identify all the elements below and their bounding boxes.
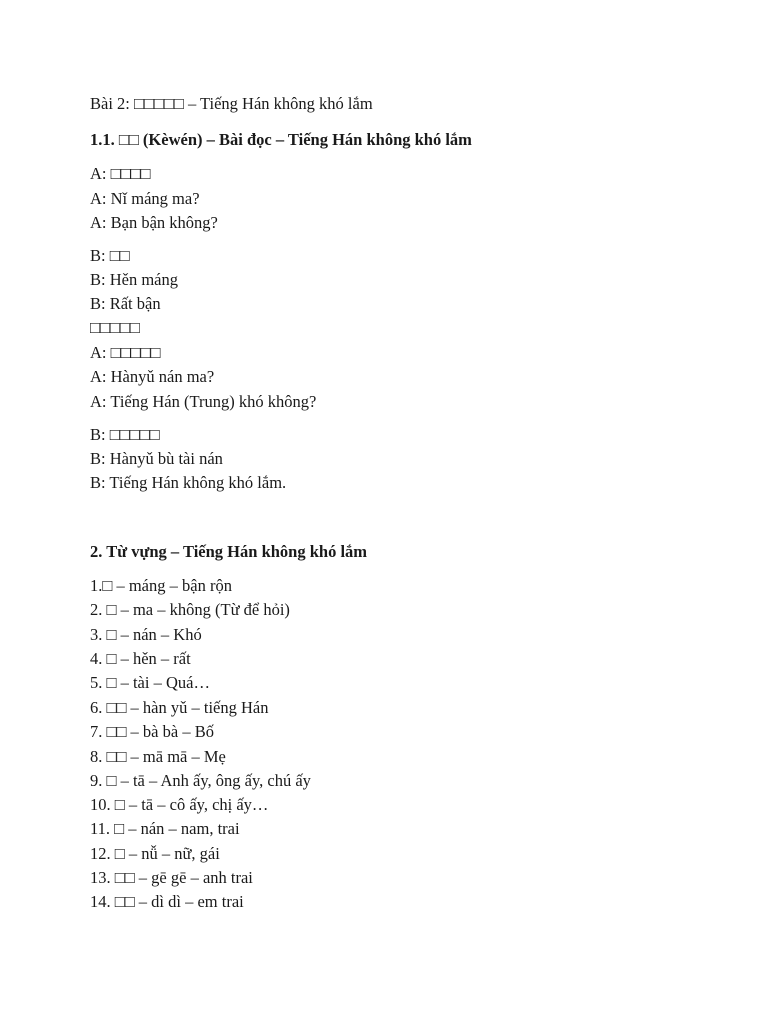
vocab-item: 5. □ – tài – Quá… [90, 673, 210, 692]
dialogue-line: A: □□□□□ [90, 343, 161, 362]
dialogue-line: A: Hànyǔ nán ma? [90, 367, 215, 386]
dialogue-line: B: □□ [90, 246, 130, 265]
section-2-heading: 2. Từ vựng – Tiếng Hán không khó lắm [90, 542, 368, 561]
vocab-item: 2. □ – ma – không (Từ để hỏi) [90, 600, 290, 619]
vocab-item: 8. □□ – mā mā – Mẹ [90, 747, 226, 766]
dialogue-line: A: Nǐ máng ma? [90, 189, 200, 208]
dialogue-line: A: Bạn bận không? [90, 213, 218, 232]
vocab-item: 6. □□ – hàn yǔ – tiếng Hán [90, 698, 269, 717]
dialogue-line: A: Tiếng Hán (Trung) khó không? [90, 392, 317, 411]
dialogue-line: □□□□□ [90, 318, 140, 337]
vocab-item: 14. □□ – dì dì – em trai [90, 892, 244, 911]
vocab-item: 11. □ – nán – nam, trai [90, 819, 240, 838]
vocab-item: 3. □ – nán – Khó [90, 625, 202, 644]
vocab-item: 4. □ – hěn – rất [90, 649, 191, 668]
lesson-title: Bài 2: □□□□□ – Tiếng Hán không khó lắm [90, 94, 373, 113]
dialogue-line: B: Hànyǔ bù tài nán [90, 449, 223, 468]
vocab-item: 13. □□ – gē gē – anh trai [90, 868, 253, 887]
dialogue-line: B: □□□□□ [90, 425, 160, 444]
vocab-item: 1.□ – máng – bận rộn [90, 576, 232, 595]
section-1-heading: 1.1. □□ (Kèwén) – Bài đọc – Tiếng Hán không khó lắm [90, 130, 472, 149]
dialogue-line: B: Hěn máng [90, 270, 178, 289]
dialogue-line: B: Tiếng Hán không khó lắm. [90, 473, 287, 492]
vocab-item: 10. □ – tā – cô ấy, chị ấy… [90, 795, 269, 814]
vocab-item: 7. □□ – bà bà – Bố [90, 722, 214, 741]
dialogue-line: B: Rất bận [90, 294, 161, 313]
vocab-item: 9. □ – tā – Anh ấy, ông ấy, chú ấy [90, 771, 311, 790]
vocab-item: 12. □ – nǚ – nữ, gái [90, 844, 220, 863]
dialogue-line: A: □□□□ [90, 164, 151, 183]
